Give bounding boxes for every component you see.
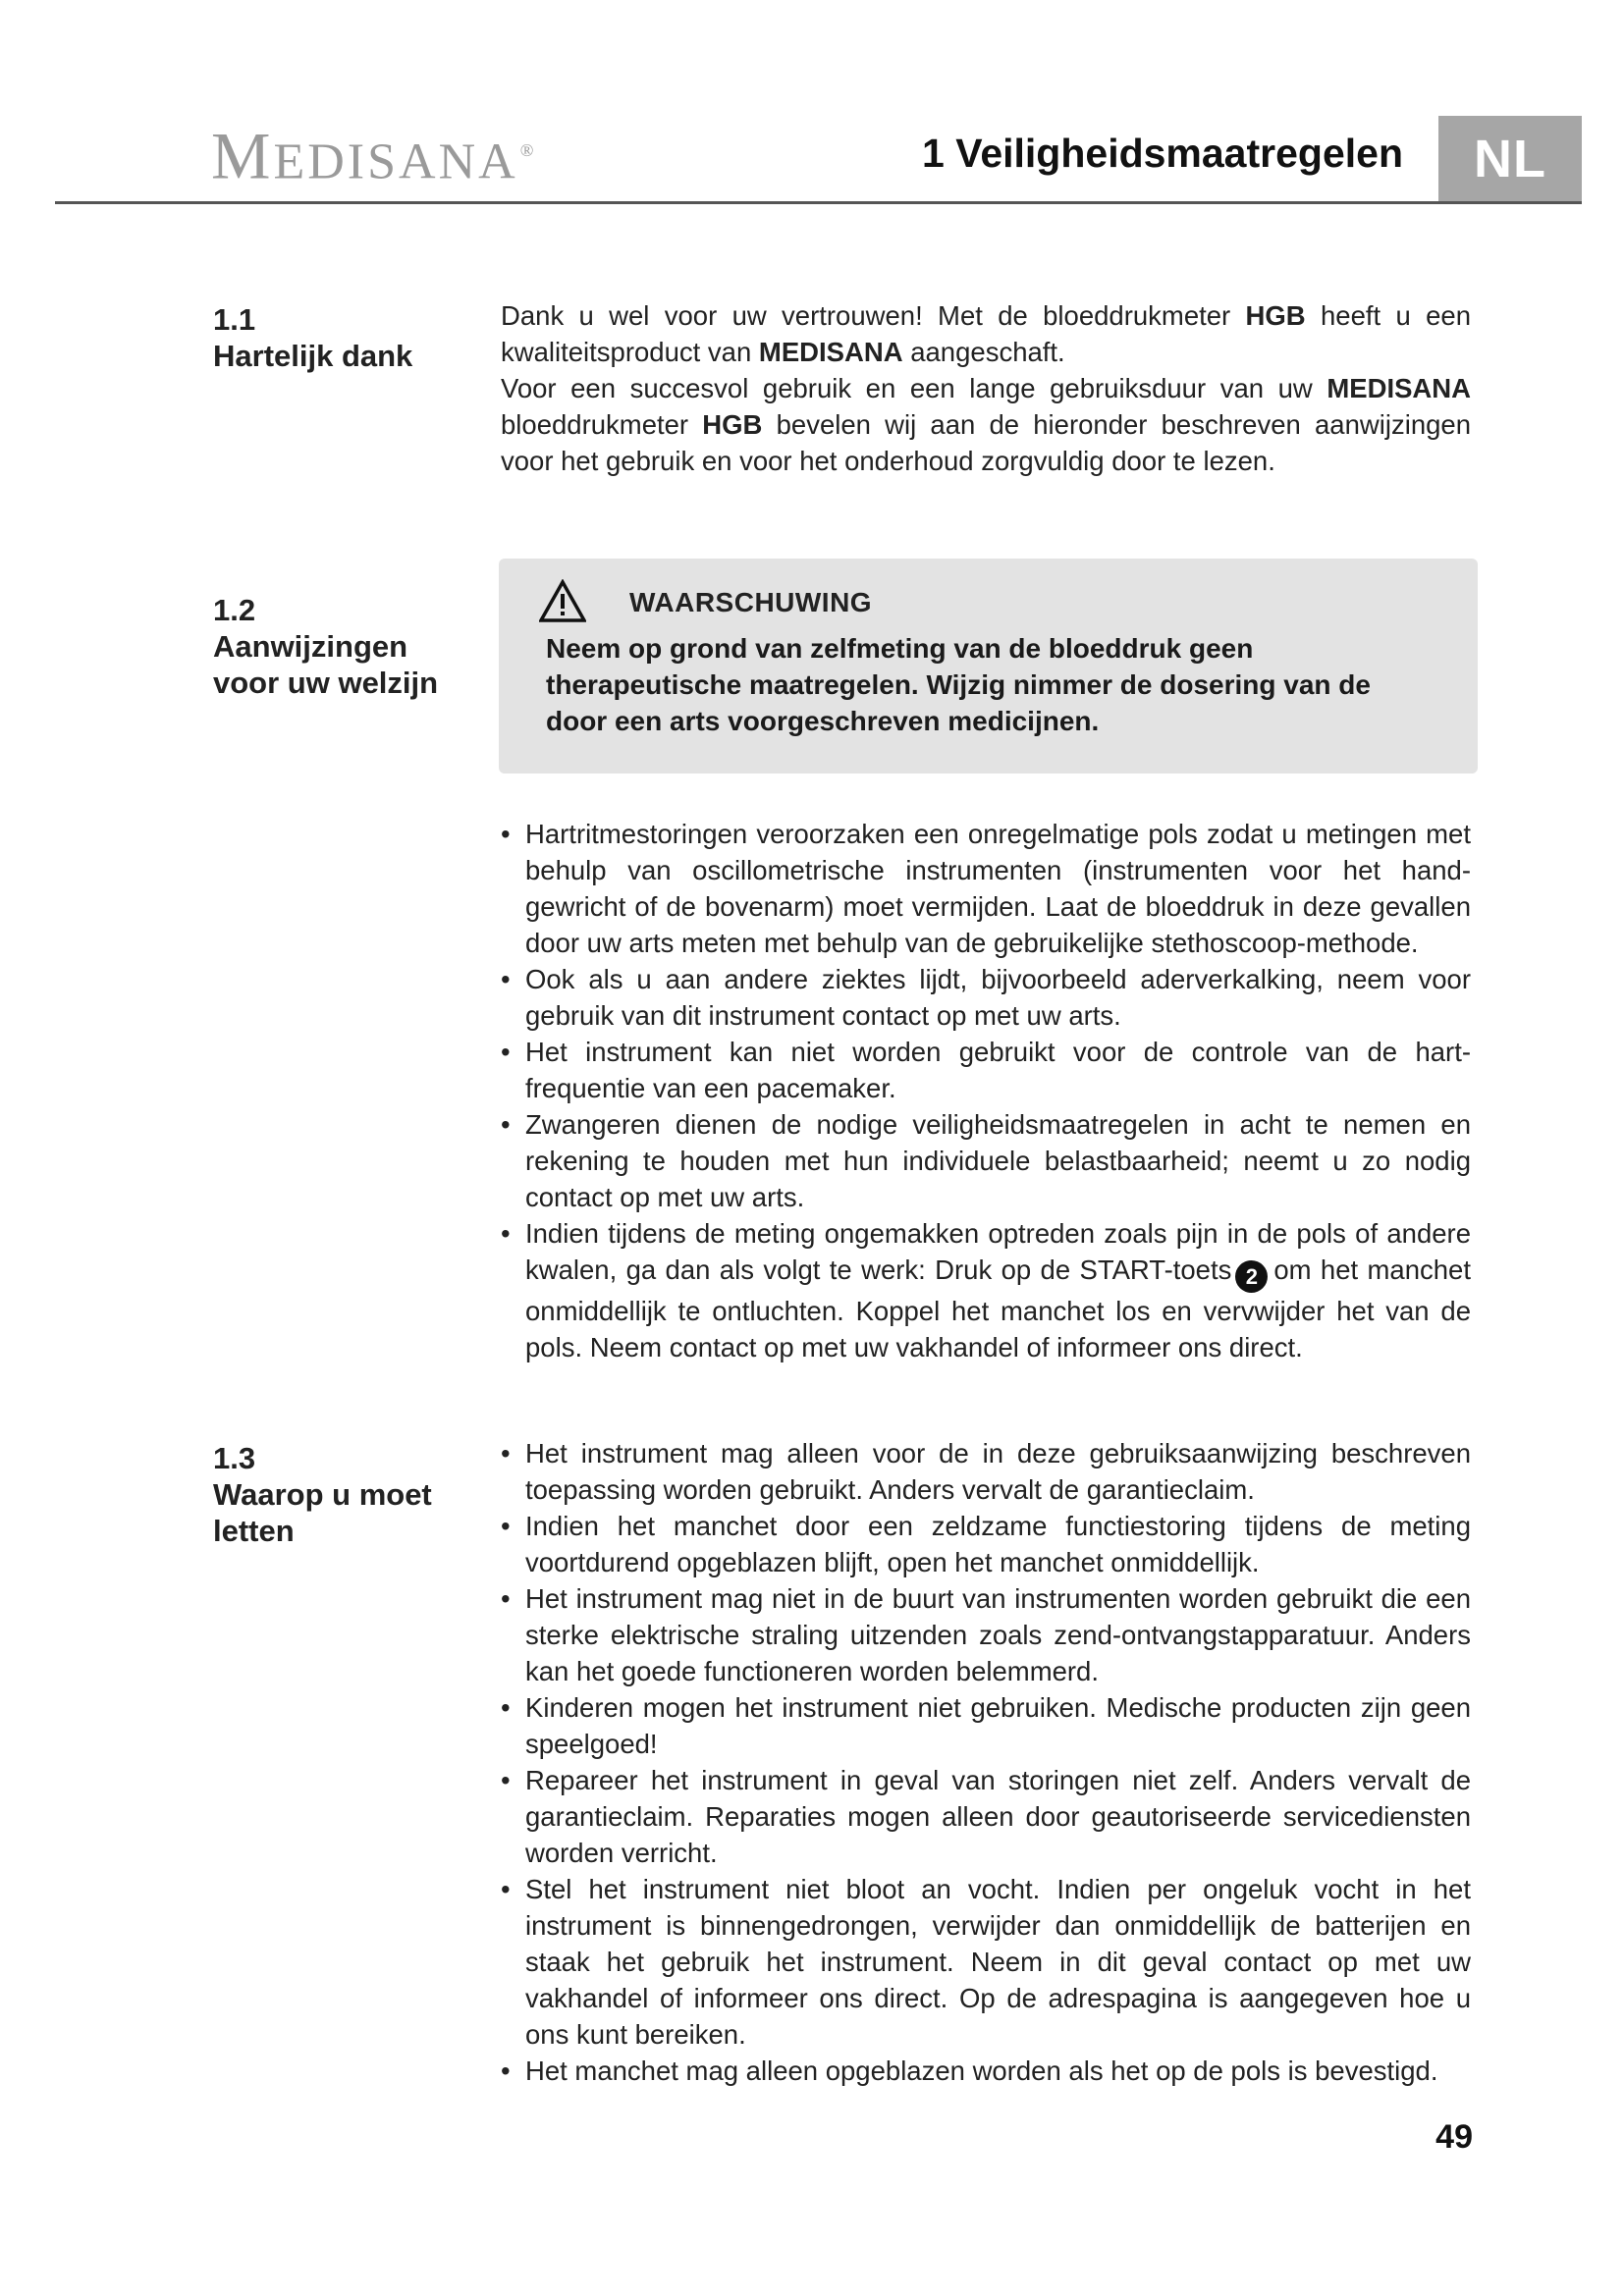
intro-paragraph [501,297,1471,479]
product-name: HGB [702,409,763,440]
page-number: 49 [1435,2118,1473,2156]
list-item: • Het manchet mag alleen opgeblazen worden als het op de pols is bevestigd. [501,2053,1471,2089]
intro-line-2: Voor een succesvol gebruik en een lange gebruiksduur van uw MEDISANA bloeddrukmeter HGB bevelen wij aan de hieronder beschreven aanwijzingen voor het gebruik en voor het onderhoud zorgvuldig door te lezen. [501,373,1471,476]
warning-text: Neem op grond van zelfmeting van de bloeddruk geen therapeutische maatregelen. Wijzig nimmer de dosering van de door een arts voorgeschreven medicijnen. [546,633,1371,736]
warning-triangle-icon [539,579,586,622]
brand-initial: M [211,118,274,193]
precautions-list [501,1435,1471,2089]
brand-name: MEDISANA [1326,373,1471,403]
brand-logo [211,116,536,196]
registered-mark: ® [519,140,537,160]
page-title: 1 Veiligheidsmaatregelen [922,131,1403,176]
product-name: HGB [1245,300,1306,331]
list-item: • Zwangeren dienen de nodige veiligheidsmaatregelen in acht te nemen en rekening te houden met hun individuele belastbaarheid; neemt u zo nodig contact op met uw arts. [501,1106,1471,1215]
language-tab: NL [1438,116,1582,202]
section-title-line-1: Aanwijzingen [213,629,408,664]
list-item: • Stel het instrument niet bloot an vocht. Indien per ongeluk vocht in het instrument is binnengedrongen, verwijder dan onmiddellijk de batterijen en staak het gebruik het instrument. Neem in dit geval contact op met uw vakhandel of informeer ons direct. Op de adrespagina is aangegeven hoe u ons kunt bereiken. [501,1871,1471,2053]
list-item: • Het instrument mag alleen voor de in deze gebruiksaanwijzing beschreven toepassing worden gebruikt. Anders vervalt de garantieclaim. [501,1435,1471,1508]
header-divider [55,201,1582,204]
intro-line-1: Dank u wel voor uw vertrouwen! Met de bloeddrukmeter HGB heeft u een kwaliteitsproduct van MEDISANA aangeschaft. [501,300,1471,367]
section-number: 1.1 [213,302,256,337]
list-item: • Ook als u aan andere ziektes lijdt, bijvoorbeeld aderverkalking, neem voor gebruik van dit instrument contact op met uw arts. [501,961,1471,1034]
section-title-line-1: Waarop u moet [213,1477,432,1512]
section-1-1-heading [213,301,412,374]
list-item: • Indien tijdens de meting ongemakken optreden zoals pijn in de pols of andere kwalen, ga dan als volgt te werk: Druk op de START-toets 2 om het manchet onmiddellijk te ontluchten. Koppel het manchet los en vervwijder het van de pols. Neem contact op met uw vakhandel of informeer ons direct. [501,1215,1471,1365]
section-title-line-2: voor uw welzijn [213,666,439,700]
section-number: 1.3 [213,1441,256,1475]
section-1-3-heading [213,1440,432,1549]
list-item: • Het instrument mag niet in de buurt van instrumenten worden gebruikt die een sterke elektrische straling uitzenden zoals zend-ontvangstapparatuur. Anders kan het goede functioneren worden belemmerd. [501,1580,1471,1689]
section-1-2-heading [213,592,438,701]
section-title: Hartelijk dank [213,339,413,373]
section-number: 1.2 [213,593,256,627]
warning-box [499,559,1478,774]
warning-title: WAARSCHUWING [629,587,873,617]
list-item: • Indien het manchet door een zeldzame functiestoring tijdens de meting voortdurend opgeblazen blijft, open het manchet onmiddellijk. [501,1508,1471,1580]
list-item: • Kinderen mogen het instrument niet gebruiken. Medische producten zijn geen speelgoed! [501,1689,1471,1762]
brand-name: MEDISANA [758,337,903,367]
wellbeing-list [501,816,1471,1365]
section-title-line-2: letten [213,1514,295,1548]
brand-rest: EDISANA [273,133,518,190]
start-key-number-badge: 2 [1235,1260,1268,1293]
list-item: • Repareer het instrument in geval van storingen niet zelf. Anders vervalt de garantieclaim. Reparaties mogen alleen door geautoriseerde servicediensten worden verricht. [501,1762,1471,1871]
list-item: • Hartritmestoringen veroorzaken een onregelmatige pols zodat u metingen met behulp van oscillometrische instrumenten (instrumenten voor het hand-gewricht of de bovenarm) moet vermijden. Laat de bloeddruk in deze gevallen door uw arts meten met behulp van de gebruikelijke stethoscoop-methode. [501,816,1471,961]
list-item: • Het instrument kan niet worden gebruikt voor de controle van de hart-frequentie van een pacemaker. [501,1034,1471,1106]
